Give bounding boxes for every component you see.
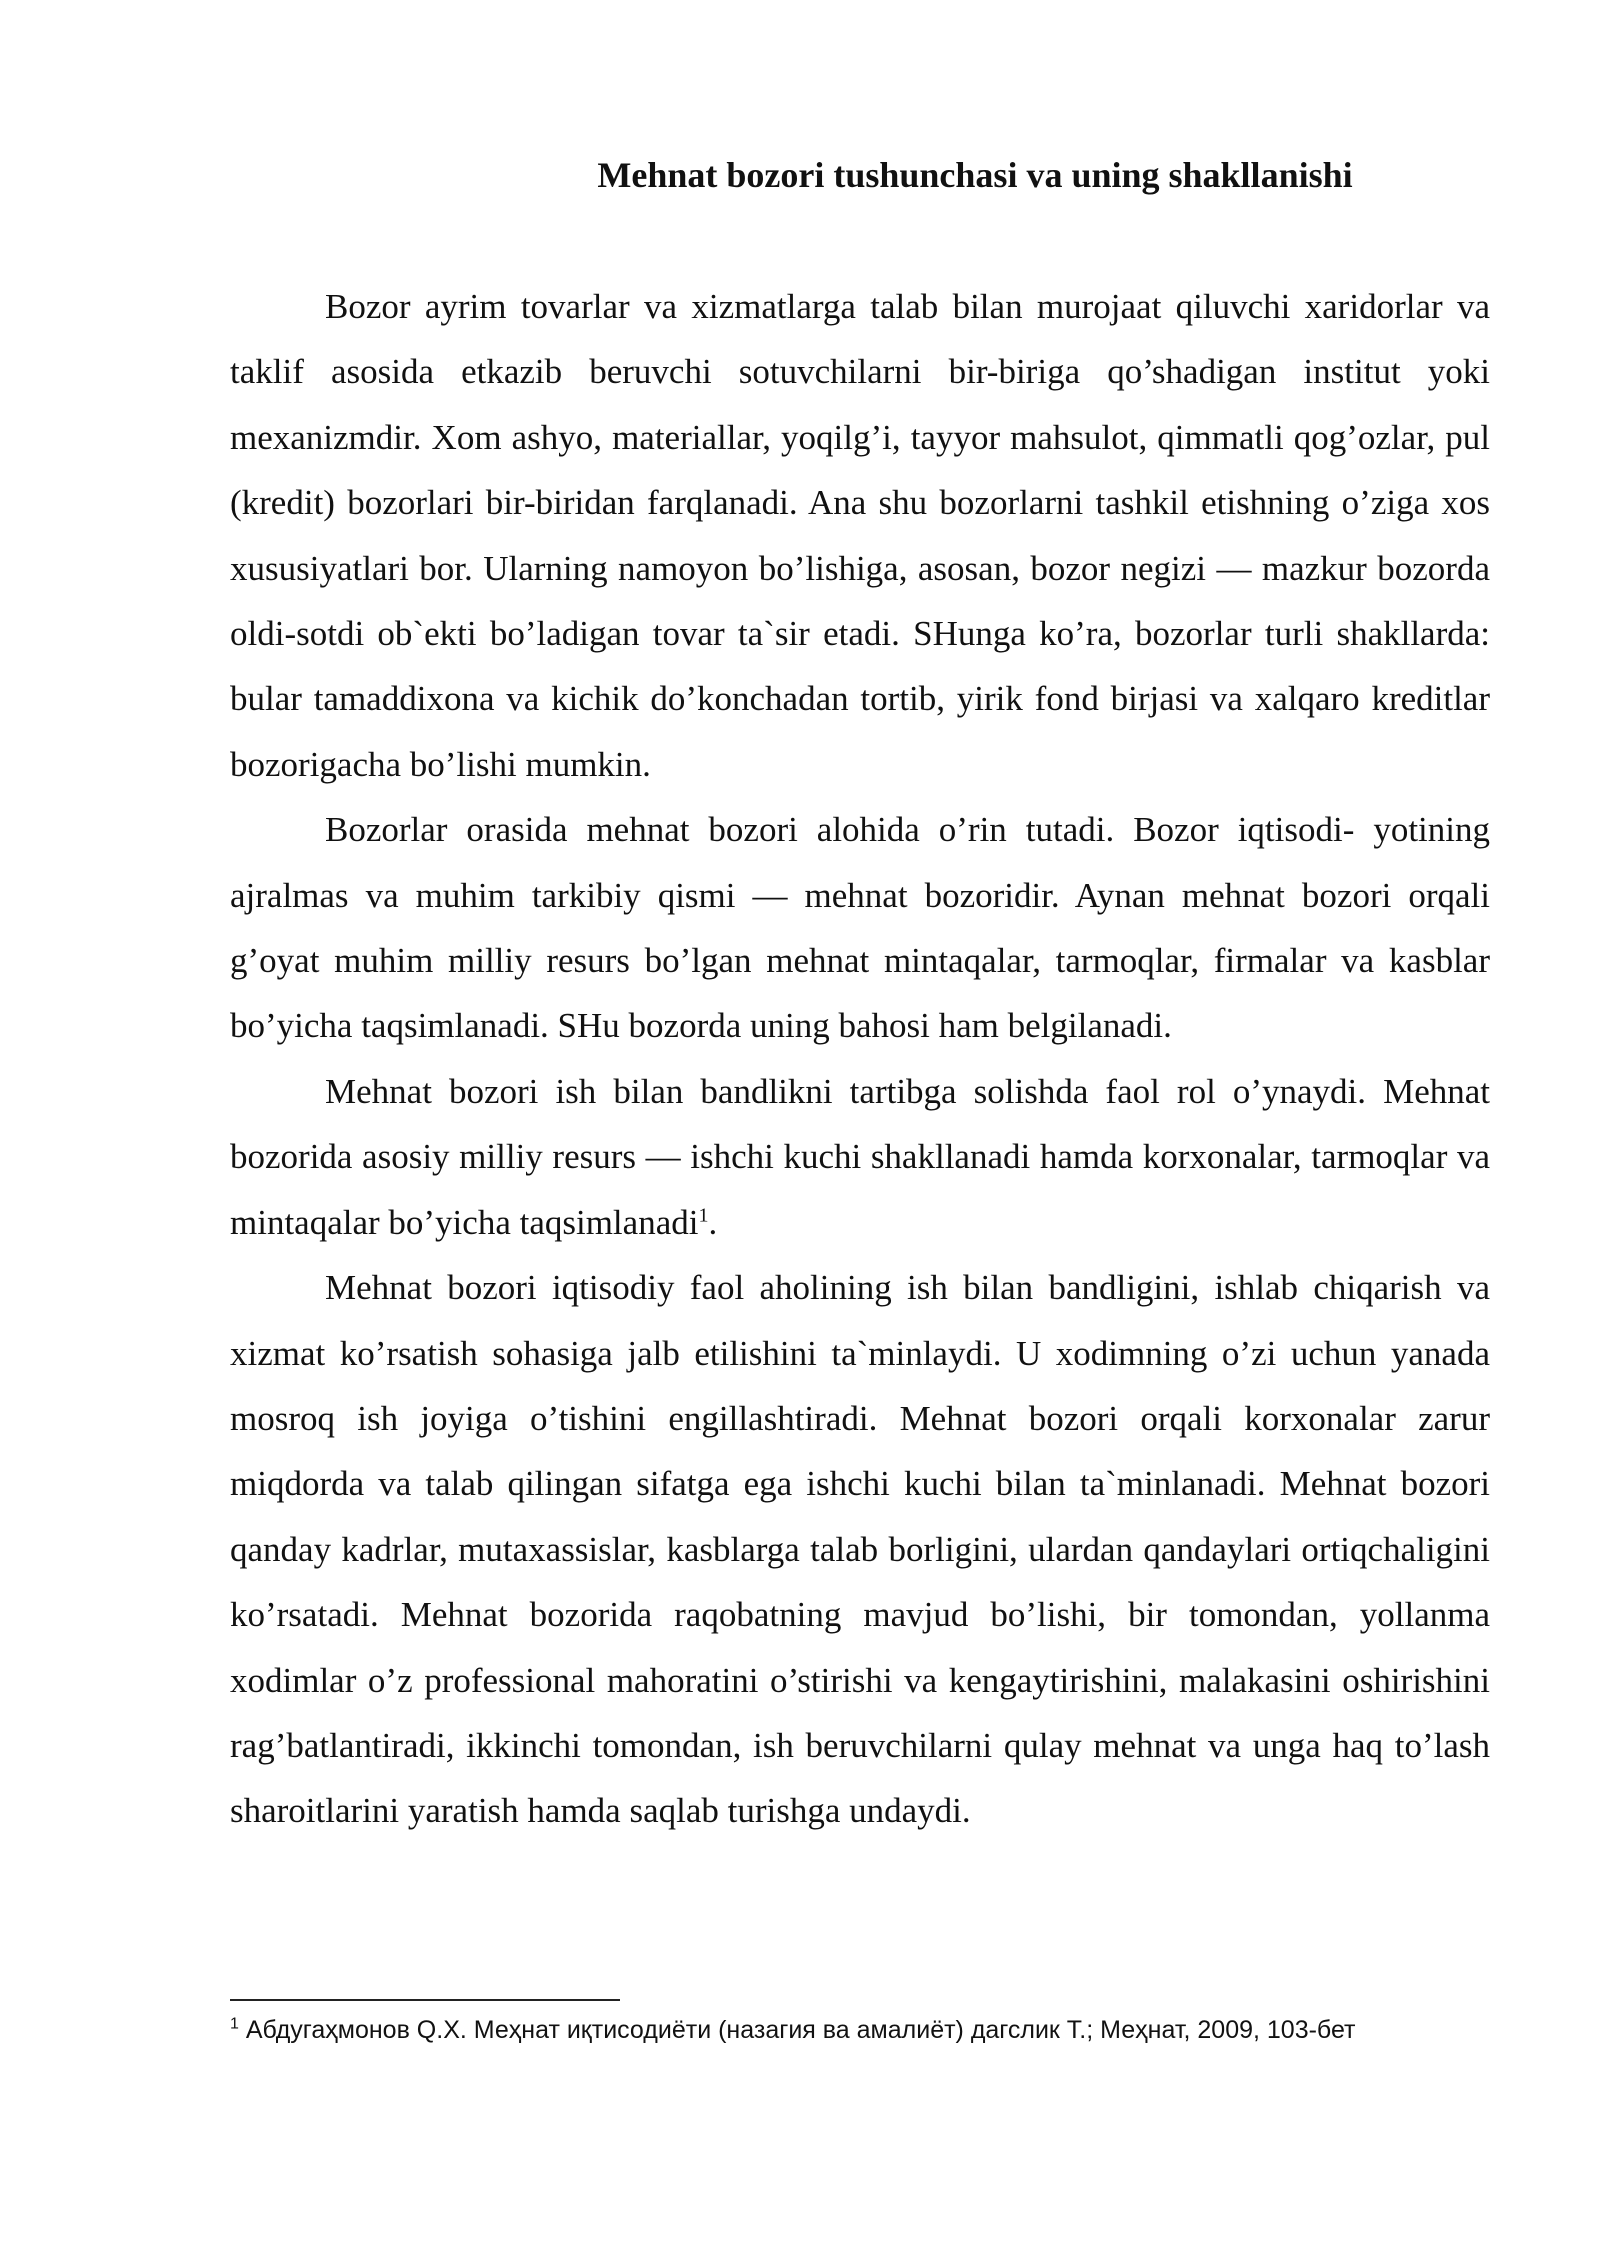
footnote xyxy=(230,2012,1530,2048)
paragraph-1: Bozor ayrim tovarlar va xizmatlarga talab bilan murojaat qiluvchi xaridorlar va taklif asosida etkazib beruvchi sotuvchilarni bir-biriga qo’shadigan institut yoki mexanizmdir. Xom ashyo, materiallar, yoqilg’i, tayyor mahsulot, qimmatli qog’ozlar, pul (kredit) bozorlari bir-biridan farqlanadi. Ana shu bozorlarni tashkil etishning o’ziga xos xususiyatlari bor. Ularning namoyon bo’lishiga, asosan, bozor negizi — mazkur bozorda oldi-sotdi ob`ekti bo’ladigan tovar ta`sir etadi. SHunga ko’ra, bozorlar turli shakllarda: bular tamaddixona va kichik do’konchadan tortib, yirik fond birjasi va xalqaro kreditlar bozorigacha bo’lishi mumkin. xyxy=(230,287,1490,784)
paragraph-3-text: Mehnat bozori ish bilan bandlikni tartibga solishda faol rol o’ynaydi. Mehnat bozorida asosiy milliy resurs — ishchi kuchi shakllanadi hamda korxonalar, tarmoqlar va mintaqalar bo’yicha taqsimlanadi xyxy=(230,1071,1490,1242)
page-title: Mehnat bozori tushunchasi va uning shakllanishi xyxy=(597,155,1353,195)
footnote-marker: 1 xyxy=(230,2015,239,2033)
paragraph-3-trailing: . xyxy=(708,1202,718,1242)
paragraph-3 xyxy=(230,1059,1490,1255)
footnote-text: Абдугаҳмонов Q.X. Меҳнат иқтисодиёти (назагия ва амалиёт) дагслик Т.; Меҳнат, 2009, 103-бет xyxy=(238,2016,1356,2044)
paragraph-4: Mehnat bozori iqtisodiy faol aholining ish bilan bandligini, ishlab chiqarish va xizmat ko’rsatish sohasiga jalb etilishini ta`minlaydi. U xodimning o’zi uchun yanada mosroq ish joyiga o’tishini engillashtiradi. Mehnat bozori orqali korxonalar zarur miqdorda va talab qilingan sifatga ega ishchi kuchi bilan ta`minlanadi. Mehnat bozori qanday kadrlar, mutaxassislar, kasblarga talab borligini, ulardan qandaylari ortiqchaligini ko’rsatadi. Mehnat bozorida raqobatning mavjud bo’lishi, bir tomondan, yollanma xodimlar o’z professional mahoratini o’stirishi va kengaytirishini, malakasini oshirishini rag’batlantiradi, ikkinchi tomondan, ish beruvchilarni qulay mehnat va unga haq to’lash sharoitlarini yaratish hamda saqlab turishga undaydi. xyxy=(230,1268,1490,1831)
footnote-separator xyxy=(230,1999,620,2001)
paragraph-2: Bozorlar orasida mehnat bozori alohida o’rin tutadi. Bozor iqtisodi- yotining ajralmas va muhim tarkibiy qismi — mehnat bozoridir. Aynan mehnat bozori orqali g’oyat muhim milliy resurs bo’lgan mehnat mintaqalar, tarmoqlar, firmalar va kasblar bo’yicha taqsimlanadi. SHu bozorda uning bahosi ham belgilanadi. xyxy=(230,810,1490,1046)
body-text xyxy=(230,274,1490,1844)
footnote-reference[interactable]: 1 xyxy=(698,1204,709,1227)
